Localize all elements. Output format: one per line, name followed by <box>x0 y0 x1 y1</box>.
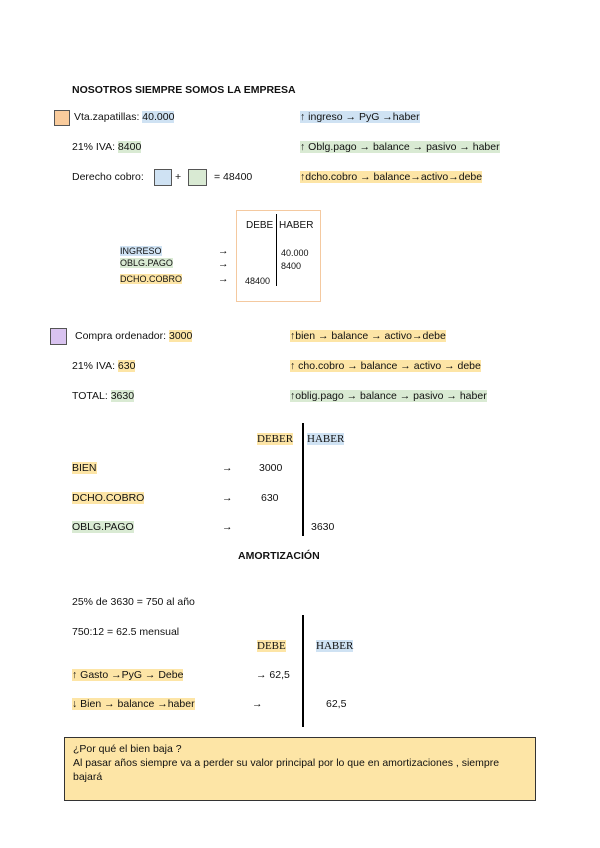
t3-divider <box>302 615 304 727</box>
amortizacion-line-2: 750:12 = 62.5 mensual <box>72 626 180 638</box>
iva2-label: 21% IVA: <box>72 360 115 372</box>
blue-color-swatch <box>154 169 172 186</box>
vta-zapatillas-line <box>74 111 174 123</box>
row-bien-label: BIEN <box>72 462 97 474</box>
t-debe-header: DEBE <box>246 220 274 231</box>
page-title: NOSOTROS SIEMPRE SOMOS LA EMPRESA <box>72 84 296 96</box>
vta-value: 40.000 <box>142 111 175 123</box>
row-dcho-cobro: DCHO.COBRO <box>120 274 183 284</box>
iva2-value: 630 <box>117 360 136 372</box>
row-gasto-value: → 62,5 <box>256 669 290 681</box>
right-oblig-pago-line: ↑oblig.pago → balance → pasivo → haber <box>290 390 487 402</box>
equals-total: = 48400 <box>214 171 253 183</box>
right-cho-cobro-line: ↑ cho.cobro → balance → activo → debe <box>290 360 481 372</box>
arrow-icon: → <box>222 521 233 533</box>
t2-haber-header: HABER <box>307 433 345 445</box>
note-answer: Al pasar años siempre va a perder su valor principal por lo que en amortizaciones , siempre bajará <box>73 757 500 783</box>
note-question: ¿Por qué el bien baja ? <box>73 743 182 755</box>
right-bien-line: ↑bien → balance → activo→debe <box>290 330 446 342</box>
iva2-line <box>72 360 135 372</box>
t-haber-header: HABER <box>279 220 314 231</box>
iva-value: 8400 <box>117 141 142 153</box>
right-ingreso-line: ↑ ingreso → PyG →haber <box>300 111 420 123</box>
t-divider <box>276 214 277 286</box>
row-oblg-pago-label: OBLG.PAGO <box>72 521 134 533</box>
row-bien-debe: 3000 <box>259 462 283 474</box>
derecho-label: Derecho cobro: <box>72 171 144 183</box>
total-line <box>72 390 134 402</box>
arrow-icon: → <box>218 258 229 270</box>
compra-value: 3000 <box>168 330 193 342</box>
t-haber-value-1: 40.000 <box>281 248 309 258</box>
row-ingreso: INGRESO <box>120 246 162 256</box>
arrow-icon: → <box>218 273 229 285</box>
t2-divider <box>302 423 304 536</box>
iva-line <box>72 141 141 153</box>
row-bien-baja-value: 62,5 <box>326 698 347 710</box>
row-gasto-label: ↑ Gasto →PyG → Debe <box>72 669 184 681</box>
row-dcho-cobro-label: DCHO.COBRO <box>72 492 145 504</box>
arrow-icon: → <box>222 462 233 474</box>
total-value: 3630 <box>110 390 135 402</box>
row-bien-baja-label: ↓ Bien → balance →haber <box>72 698 195 710</box>
iva-label: 21% IVA: <box>72 141 115 153</box>
arrow-icon: → <box>218 245 229 257</box>
t-haber-value-2: 8400 <box>281 261 302 271</box>
row-oblg-pago-haber: 3630 <box>311 521 335 533</box>
derecho-cobro-line <box>72 171 144 183</box>
vta-label: Vta.zapatillas: <box>74 111 140 123</box>
arrow-icon: → <box>252 698 263 710</box>
amortizacion-title: AMORTIZACIÓN <box>238 550 320 562</box>
right-dcho-cobro-line: ↑dcho.cobro → balance→activo→debe <box>300 171 483 183</box>
peach-color-swatch <box>54 110 70 126</box>
amortizacion-line-1: 25% de 3630 = 750 al año <box>72 596 195 608</box>
t-debe-value: 48400 <box>245 276 271 286</box>
row-oblg-pago: OBLG.PAGO <box>120 258 173 268</box>
t3-haber-header: HABER <box>316 640 354 652</box>
purple-color-swatch <box>50 328 67 345</box>
compra-line <box>75 330 192 342</box>
compra-label: Compra ordenador: <box>75 330 167 342</box>
row-dcho-cobro-debe: 630 <box>261 492 279 504</box>
green-color-swatch <box>188 169 207 186</box>
note-box <box>64 737 536 801</box>
t2-debe-header: DEBER <box>257 433 294 445</box>
right-oblg-pago-line: ↑ Oblg.pago → balance → pasivo → haber <box>300 141 500 153</box>
arrow-icon: → <box>222 492 233 504</box>
t3-debe-header: DEBE <box>257 640 286 652</box>
plus-sign: + <box>175 171 182 183</box>
total-label: TOTAL: <box>72 390 108 402</box>
